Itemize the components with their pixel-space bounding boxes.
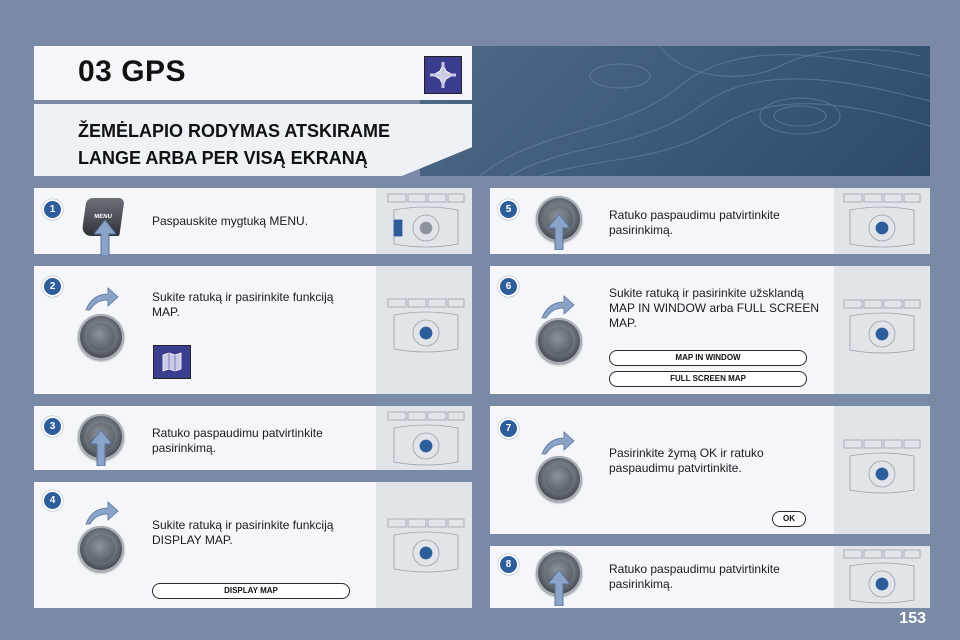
rotate-arrow-icon (540, 294, 576, 320)
rotate-arrow-icon (84, 500, 120, 526)
display-map-option: DISPLAY MAP (152, 583, 350, 599)
step-1-text: Paspauskite mygtuką MENU. (152, 214, 309, 228)
rotate-arrow-icon (84, 286, 120, 312)
step-5-text: Ratuko paspaudimu patvirtinkite pasirinkimą. (609, 208, 780, 237)
control-panel-icon (384, 190, 468, 252)
control-panel-icon (384, 295, 468, 357)
control-panel-icon (840, 436, 924, 498)
step-number-badge: 5 (498, 199, 519, 220)
control-panel-icon (840, 296, 924, 358)
control-panel-icon (384, 408, 468, 470)
step-number-badge: 8 (498, 554, 519, 575)
control-panel-icon (840, 190, 924, 252)
step-7-text: Pasirinkite žymą OK ir ratuko paspaudimu patvirtinkite. (609, 446, 764, 475)
step-number-badge: 4 (42, 490, 63, 511)
control-panel-icon (384, 515, 468, 577)
dial-knob-icon (78, 314, 124, 360)
step-number-badge: 7 (498, 418, 519, 439)
dial-knob-icon (78, 526, 124, 572)
gps-map-icon (424, 56, 462, 94)
section-heading: ŽEMĖLAPIO RODYMAS ATSKIRAME LANGE ARBA PER VISĄ EKRANĄ (78, 121, 391, 168)
step-3-text: Ratuko paspaudimu patvirtinkite pasirinkimą. (152, 426, 323, 455)
dial-knob-icon (536, 318, 582, 364)
map-function-icon (153, 345, 191, 379)
full-screen-map-option: FULL SCREEN MAP (609, 371, 807, 387)
ok-option: OK (772, 511, 806, 527)
step-number-badge: 3 (42, 416, 63, 437)
control-panel-icon (840, 546, 924, 608)
step-2-text: Sukite ratuką ir pasirinkite funkciją MAP. (152, 290, 334, 319)
step-6-text: Sukite ratuką ir pasirinkite užsklandą MAP IN WINDOW arba FULL SCREEN MAP. (609, 286, 820, 330)
step-number-badge: 1 (42, 199, 63, 220)
press-arrow-icon (94, 220, 116, 256)
step-number-badge: 2 (42, 276, 63, 297)
page-number: 153 (899, 610, 926, 627)
step-8-text: Ratuko paspaudimu patvirtinkite pasirinkimą. (609, 562, 780, 591)
press-arrow-icon (90, 430, 112, 466)
press-arrow-icon (548, 570, 570, 606)
map-background (420, 46, 930, 176)
map-in-window-option: MAP IN WINDOW (609, 350, 807, 366)
page-title: 03 GPS (78, 55, 187, 88)
step-number-badge: 6 (498, 276, 519, 297)
press-arrow-icon (548, 214, 570, 250)
dial-knob-icon (536, 456, 582, 502)
menu-button-icon: MENU (81, 198, 124, 236)
rotate-arrow-icon (540, 430, 576, 456)
step-4-text: Sukite ratuką ir pasirinkite funkciją DISPLAY MAP. (152, 518, 334, 547)
